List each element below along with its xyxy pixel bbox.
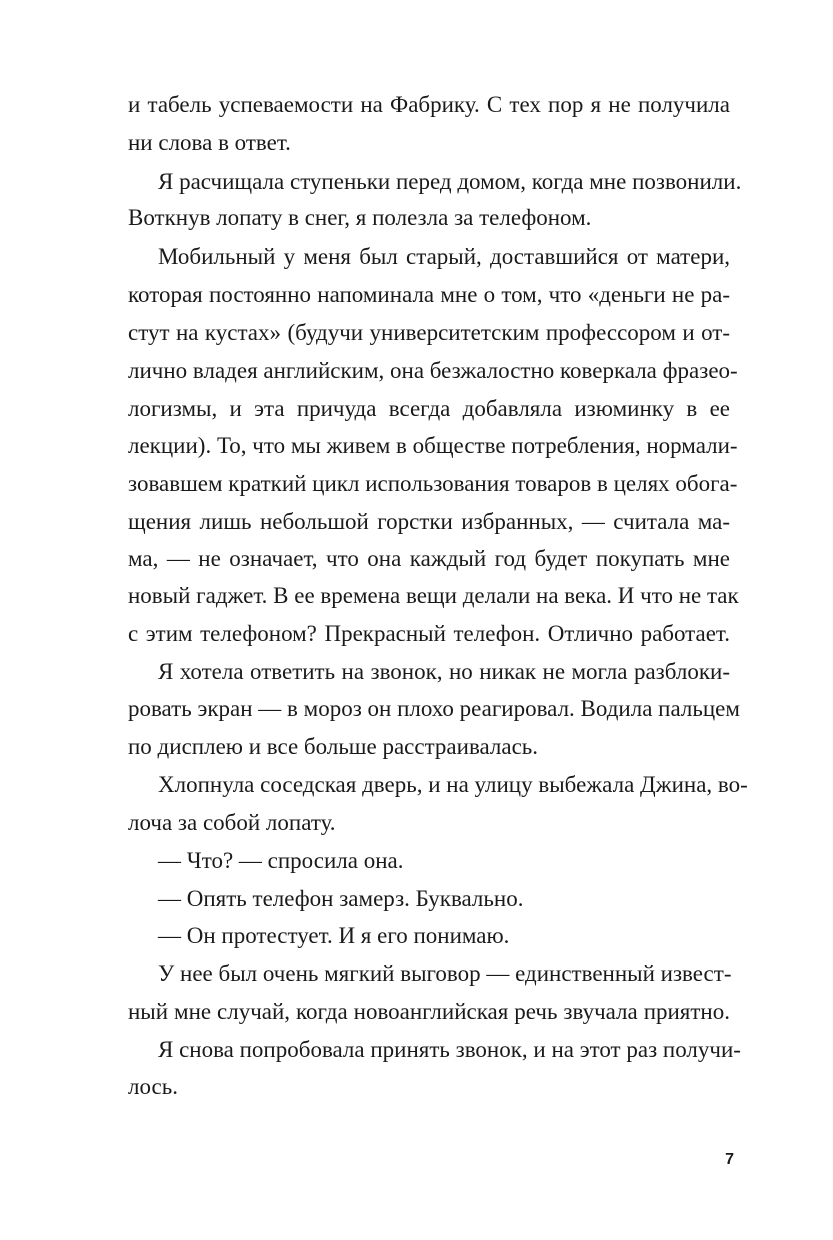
text-line: ный мне случай, когда новоанглийская речь звучала приятно. [128,999,730,1024]
text-line: логизмы, и эта причуда всегда добавляла изюминку в ее [128,396,730,421]
text-line: Я снова попробовала принять звонок, и на этот раз получи- [158,1037,741,1062]
page-number: 7 [725,1151,734,1168]
text-line: У нее был очень мягкий выговор — единственный извест- [158,961,732,986]
text-line: — Он протестует. И я его понимаю. [158,923,510,948]
text-line: ма, — не означает, что она каждый год будет покупать мне [128,546,730,571]
text-line: щения лишь небольшой горстки избранных, — считала ма- [128,509,730,534]
text-line: Воткнув лопату в снег, я полезла за телефоном. [128,205,592,230]
text-line: лично владея английским, она безжалостно коверкала фразео- [128,358,738,383]
text-line: стут на кустах» (будучи университетским профессором и от- [128,320,730,345]
text-line: с этим телефоном? Прекрасный телефон. Отлично работает. [128,621,730,646]
text-line: зовавшем краткий цикл использования товаров в целях обога- [128,471,738,496]
text-line: Я расчищала ступеньки перед домом, когда мне позвонили. [158,169,742,194]
text-line: по дисплею и все больше расстраивалась. [128,734,539,759]
text-line: лоча за собой лопату. [128,810,336,835]
text-line: лось. [128,1074,178,1099]
text-line: новый гаджет. В ее времена вещи делали на века. И что не так [128,583,739,608]
text-line: ни слова в ответ. [128,130,291,155]
text-line: — Что? — спросила она. [158,848,404,873]
text-line: — Опять телефон замерз. Буквально. [158,886,524,911]
text-line: Мобильный у меня был старый, доставшийся от матери, [158,244,730,269]
text-line: которая постоянно напоминала мне о том, что «деньги не ра- [128,282,730,307]
text-line: и табель успеваемости на Фабрику. С тех пор я не получила [128,92,730,117]
text-line: Я хотела ответить на звонок, но никак не могла разблоки- [158,659,730,684]
text-line: лекции). То, что мы живем в обществе потребления, нормали- [128,433,738,458]
text-line: ровать экран — в мороз он плохо реагировал. Водила пальцем [128,696,740,721]
text-line: Хлопнула соседская дверь, и на улицу выбежала Джина, во- [158,772,748,797]
